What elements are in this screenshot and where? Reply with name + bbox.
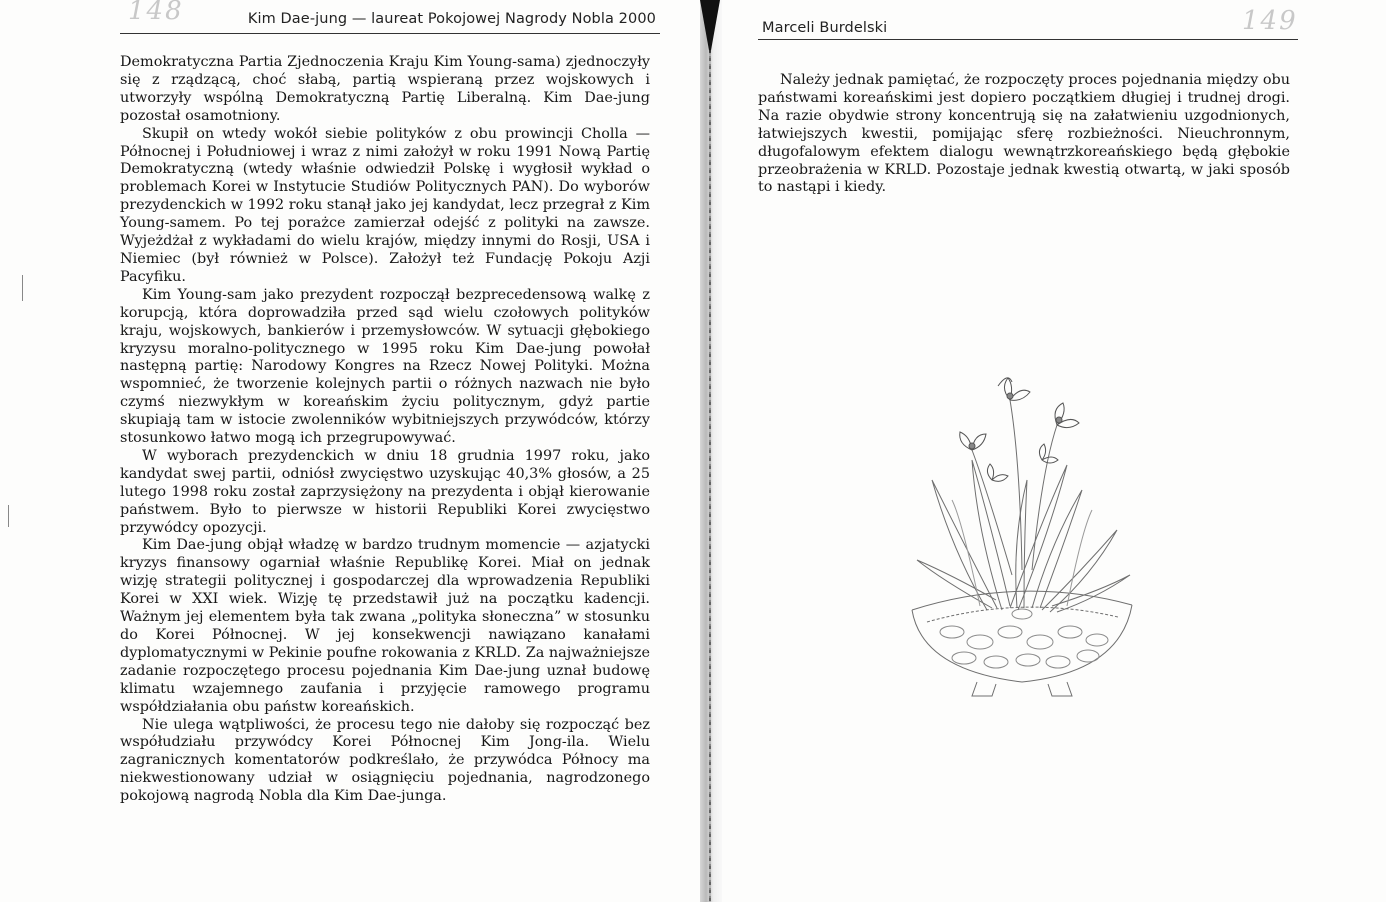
paragraph: Kim Young-sam jako prezydent rozpoczął bezprecedensową walkę z korupcją, która doprowadziła przed sąd wielu czołowych polityków kraju, wojskowych, bankierów i przemysłowców. W sytuacji głębokiego kryzysu moralno-politycznego w 1995 roku Kim Dae-jung powołał następną partię: Narodowy Kongres na Rzecz Nowej Polityki. Można wspomnieć, że tworzenie kolejnych partii o różnych nazwach nie było czymś niezwykłym w koreańskim życiu politycznym, gdyż partie skupiają tam w istocie zwolenników wybitniejszych przywódców, którzy stosunkowo łatwo mogą ich przegrupowywać. xyxy=(120,286,650,447)
paragraph: W wyborach prezydenckich w dniu 18 grudnia 1997 roku, jako kandydat swej partii, odniósł zwycięstwo uzyskując 40,3% głosów, a 25 lutego 1998 roku został zaprzysiężony na prezydenta i objął kierowanie państwem. Było to pierwsze w historii Republiki Korei zwycięstwo przywódcy opozycji. xyxy=(120,447,650,536)
running-header-left: Kim Dae-jung — laureat Pokojowej Nagrody Nobla 2000 xyxy=(247,11,656,27)
body-text-left xyxy=(120,54,650,806)
header-rule-right xyxy=(758,39,1298,40)
page-number-left: 148 xyxy=(128,0,184,26)
gutter-shadow xyxy=(700,0,720,56)
gutter-binding xyxy=(709,50,711,902)
scan-speck xyxy=(8,505,9,527)
orchid-in-bowl-illustration xyxy=(892,370,1152,710)
header-rule-left xyxy=(120,33,660,34)
paragraph: Kim Dae-jung objął władzę w bardzo trudnym momencie — azjatycki kryzys finansowy ogarniał właśnie Republikę Korei. Miał on jednak wizję strategii politycznej i gospodarczej dla wprowadzenia Republiki Korei w XXI wiek. Wizję tę przedstawił już na początku kadencji. Ważnym jej elementem była tak zwana „polityka słoneczna” w stosunku do Korei Północnej. W jej konsekwencji nawiązano kanałami dyplomatycznymi w Pekinie poufne rokowania z KRLD. Za najważniejsze zadanie rozpoczętego procesu pojednania Kim Dae-jung uznał budowę klimatu wzajemnego zaufania i przyjęcie ramowego programu współdziałania obu państw koreańskich. xyxy=(120,537,650,715)
body-text-right xyxy=(758,72,1290,197)
page-number-right: 149 xyxy=(1242,6,1298,36)
paragraph: Nie ulega wątpliwości, że procesu tego nie dałoby się rozpocząć bez współudziału przywódcy Korei Północnej Kim Jong-ila. Wielu zagranicznych komentatorów podkreślało, że przywódca Północy ma niekwestionowany udział w osiągnięciu pojednania, nagrodzonego pokojową nagrodą Nobla dla Kim Dae-junga. xyxy=(120,716,650,805)
paragraph: Demokratyczna Partia Zjednoczenia Kraju Kim Young-sama) zjednoczyły się z rządzącą, choć słabą, partią wspieraną przez wojskowych i utworzyły wspólną Demokratyczną Partię Liberalną. Kim Dae-jung pozostał osamotniony. xyxy=(120,54,650,124)
scan-speck xyxy=(22,275,23,301)
right-page xyxy=(722,0,1386,902)
paragraph: Skupił on wtedy wokół siebie polityków z obu prowincji Cholla — Północnej i Południowej i wraz z nimi założył w roku 1991 Nową Partię Demokratyczną (wtedy właśnie odwiedził Polskę i wygłosił wykład o problemach Korei w Instytucie Studiów Politycznych PAN). Do wyborów prezydenckich w 1992 roku stanął jako jej kandydat, lecz przegrał z Kim Young-samem. Po tej porażce zamierzał odejść z polityki na zawsze. Wyjeżdżał z wykładami do wielu krajów, między innymi do Rosji, USA i Niemiec (był również w Polsce). Założył też Fundację Pokoju Azji Pacyfiku. xyxy=(120,125,650,285)
running-header-right: Marceli Burdelski xyxy=(762,20,888,36)
paragraph: Należy jednak pamiętać, że rozpoczęty proces pojednania między obu państwami koreańskimi jest dopiero początkiem długiej i trudnej drogi. Na razie obydwie strony koncentrują się na załatwieniu uzgodnionych, łatwiejszych kwestii, pomijając sferę rozbieżności. Nieuchronnym, długofalowym efektem dialogu wewnątrzkoreańskiego będą głębokie przeobrażenia w KRLD. Pozostaje jednak kwestią otwartą, w jaki sposób to nastąpi i kiedy. xyxy=(758,72,1290,196)
